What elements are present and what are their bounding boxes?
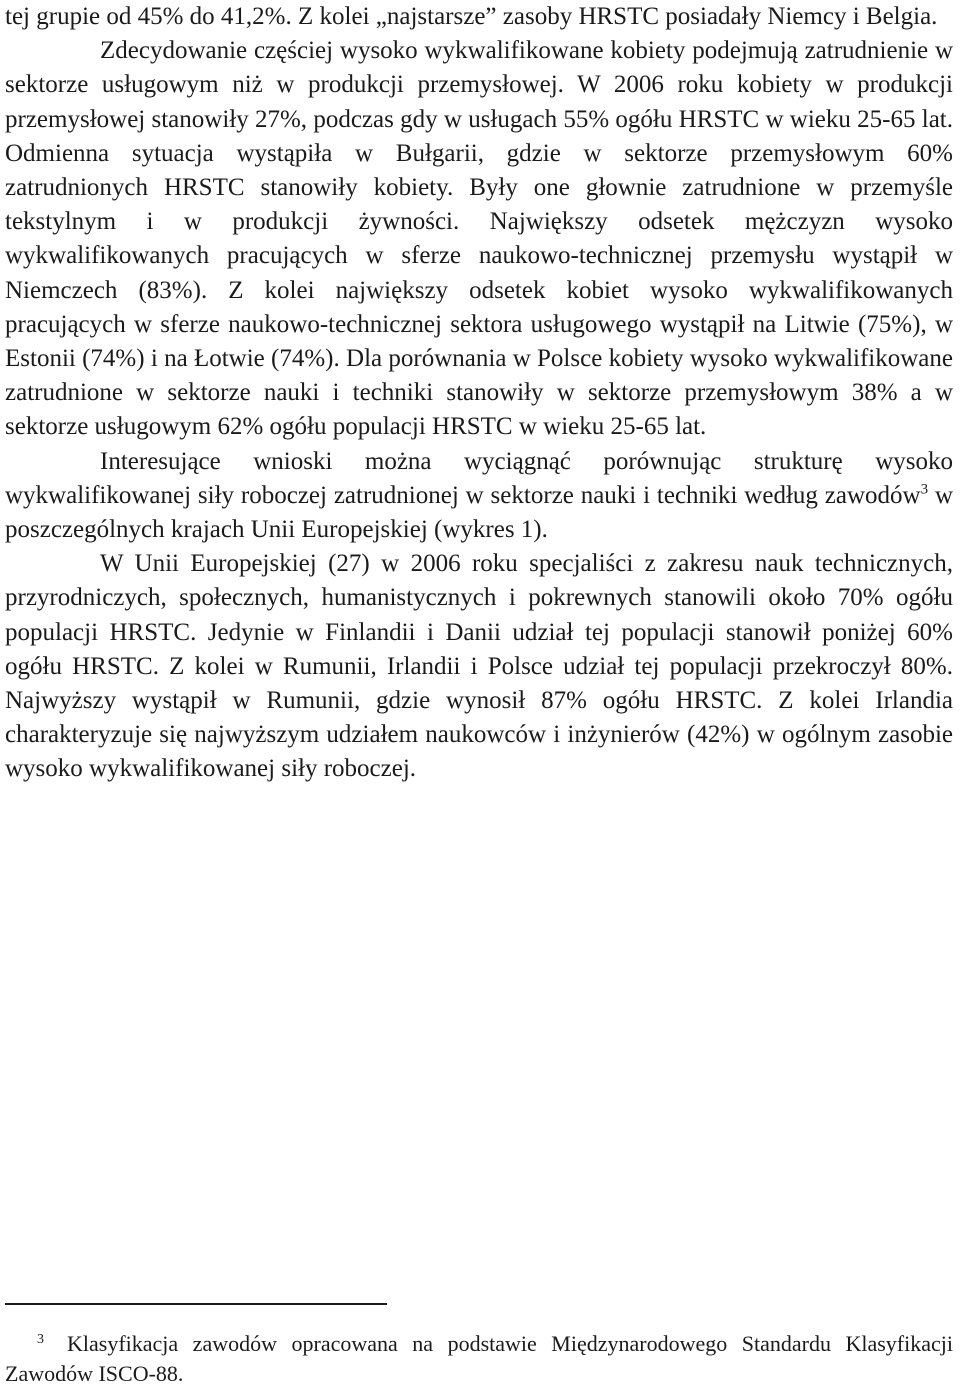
paragraph-1: tej grupie od 45% do 41,2%. Z kolei „najstarsze” zasoby HRSTC posiadały Niemcy i Belgia. (5, 3, 938, 30)
paragraph-3-text-before: Interesujące wnioski można wyciągnąć porównując strukturę wysoko wykwalifikowanej siły roboczej zatrudnionej w sektorze nauki i techniki według zawodów (5, 447, 953, 509)
footnote-separator (5, 1303, 387, 1305)
paragraph-2: Zdecydowanie częściej wysoko wykwalifikowane kobiety podejmują zatrudnienie w sektorze usługowym niż w produkcji przemysłowej. W 2006 roku kobiety w produkcji przemysłowej stanowiły 27%, podczas gdy w usługach 55% ogółu HRSTC w wieku 25-65 lat. Odmienna sytuacja wystąpiła w Bułgarii, gdzie w sektorze przemysłowym 60% zatrudnionych HRSTC stanowiły kobiety. Były one głownie zatrudnione w przemyśle tekstylnym i w produkcji żywności. Największy odsetek mężczyzn wysoko wykwalifikowanych pracujących w sferze naukowo-technicznej przemysłu wystąpił w Niemczech (83%). Z kolei największy odsetek kobiet wysoko wykwalifikowanych pracujących w sferze naukowo-technicznej sektora usługowego wystąpił na Litwie (75%), w Estonii (74%) i na Łotwie (74%). Dla porównania w Polsce kobiety wysoko wykwalifikowane zatrudnione w sektorze nauki i techniki stanowiły w sektorze przemysłowym 38% a w sektorze usługowym 62% ogółu populacji HRSTC w wieku 25-65 lat. (5, 37, 953, 441)
footnote-reference: 3 (920, 481, 929, 498)
footnote-text: Klasyfikacja zawodów opracowana na podstawie Międzynarodowego Standardu Klasyfikacji Zawodów ISCO-88. (5, 1331, 953, 1386)
paragraph-3-text-after: w poszczególnych krajach Unii Europejskiej (wykres 1). (5, 481, 953, 544)
footnote: 3 Klasyfikacja zawodów opracowana na podstawie Międzynarodowego Standardu Klasyfikacji Zawodów ISCO-88. (5, 1331, 953, 1386)
document-body (5, 0, 953, 787)
paragraph-4: W Unii Europejskiej (27) w 2006 roku specjaliści z zakresu nauk technicznych, przyrodniczych, społecznych, humanistycznych i pokrewnych stanowili około 70% ogółu populacji HRSTC. Jedynie w Finlandii i Danii udział tej populacji stanowił poniżej 60% ogółu HRSTC. Z kolei w Rumunii, Irlandii i Polsce udział tej populacji przekroczył 80%. Najwyższy wystąpił w Rumunii, gdzie wynosił 87% ogółu HRSTC. Z kolei Irlandia charakteryzuje się najwyższym udziałem naukowców i inżynierów (42%) w ogólnym zasobie wysoko wykwalifikowanej siły roboczej. (5, 550, 953, 783)
paragraph-3 (5, 445, 953, 548)
